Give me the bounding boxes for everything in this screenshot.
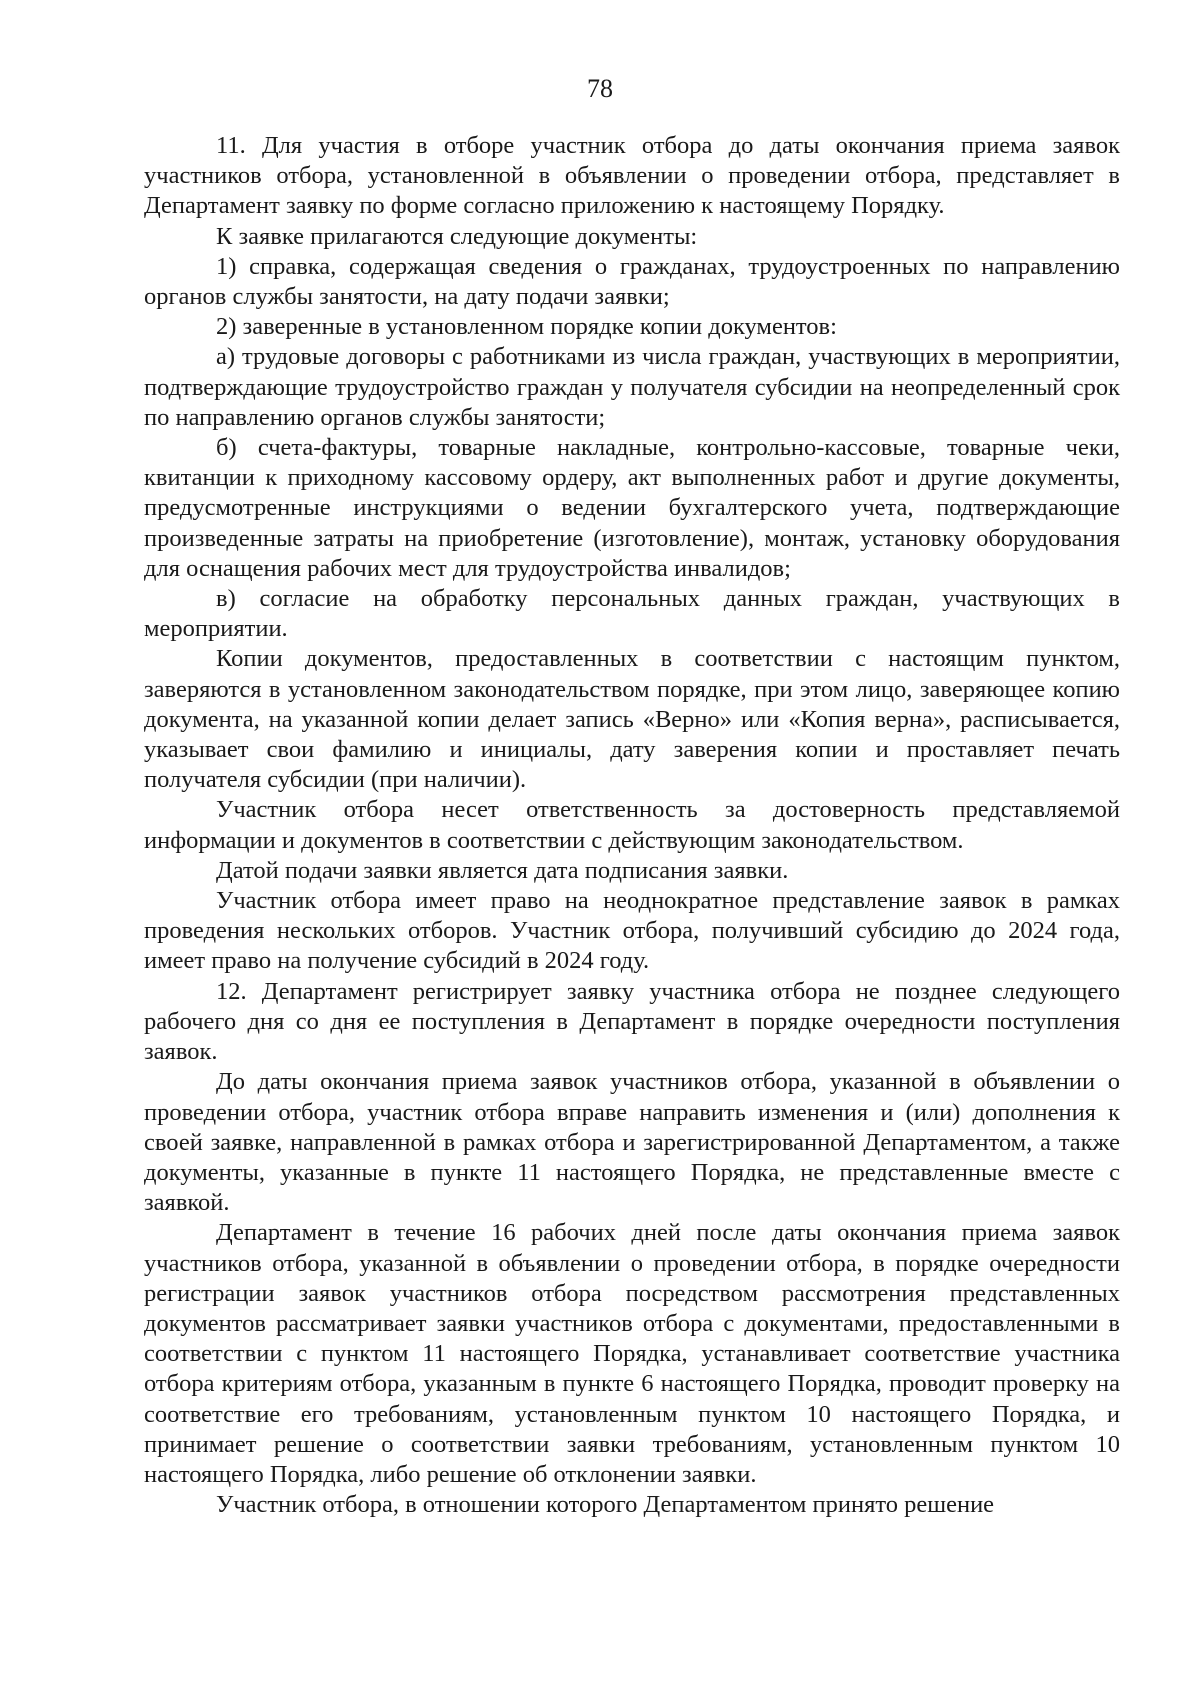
paragraph-documents-heading: К заявке прилагаются следующие документы: <box>216 222 698 250</box>
paragraph-responsibility: Участник отбора несет ответственность за достоверность представляемой информации и документов в соответствии с действующим законодательством. <box>144 796 1120 854</box>
list-item-2: 2) заверенные в установленном порядке копии документов: <box>216 313 837 341</box>
paragraph-copies: Копии документов, предоставленных в соответствии с настоящим пунктом, заверяются в установленном законодательством порядке, при этом лицо, заверяющее копию документа, на указанной копии делает запись «Верно» или «Копия верна», расписывается, указывает свои фамилию и инициалы, дату заверения копии и проставляет печать получателя субсидии (при наличии). <box>144 645 1120 794</box>
paragraph-12-registration: 12. Департамент регистрирует заявку участника отбора не позднее следующего рабочего дня со дня ее поступления в Департамент в порядке очередности поступления заявок. <box>144 977 1120 1066</box>
paragraph-submission-date: Датой подачи заявки является дата подписания заявки. <box>216 856 789 884</box>
list-item-1: 1) справка, содержащая сведения о гражданах, трудоустроенных по направлению органов службы занятости, на дату подачи заявки; <box>144 252 1120 311</box>
paragraph-changes: До даты окончания приема заявок участников отбора, указанной в объявлении о проведении отбора, участник отбора вправе направить изменения и (или) дополнения к своей заявке, направленной в рамках отбора и зарегистрированной Департаментом, а также документы, указанные в пункте 11 настоящего Порядка, не представленные вместе с заявкой. <box>144 1068 1120 1217</box>
paragraph-repeated-submission: Участник отбора имеет право на неоднократное представление заявок в рамках проведения нескольких отборов. Участник отбора, получивший субсидию до 2024 года, имеет право на получение субсидий в 2024 году. <box>144 887 1120 975</box>
paragraph-review: Департамент в течение 16 рабочих дней после даты окончания приема заявок участников отбора, указанной в объявлении о проведении отбора, в порядке очередности регистрации заявок участников отбора посредством рассмотрения представленных документов рассматривает заявки участников отбора с документами, предоставленными в соответствии с пунктом 11 настоящего Порядка, устанавливает соответствие участника отбора критериям отбора, указанным в пункте 6 настоящего Порядка, проводит проверку на соответствие его требованиям, установленным пунктом 10 настоящего Порядка, и принимает решение о соответствии заявки требованиям, установленным пунктом 10 настоящего Порядка, либо решение об отклонении заявки. <box>144 1219 1120 1488</box>
document-body <box>144 131 1120 1520</box>
paragraph-11-intro: 11. Для участия в отборе участник отбора до даты окончания приема заявок участников отбора, установленной в объявлении о проведении отбора, представляет в Департамент заявку по форме согласно приложению к настоящему Порядку. <box>144 132 1120 220</box>
list-item-2v: в) согласие на обработку персональных данных граждан, участвующих в мероприятии. <box>144 585 1120 643</box>
page-number: 78 <box>587 74 613 103</box>
list-item-2b: б) счета-фактуры, товарные накладные, контрольно-кассовые, товарные чеки, квитанции к приходному кассовому ордеру, акт выполненных работ и другие документы, предусмотренные инструкциями о ведении бухгалтерского учета, подтверждающие произведенные затраты на приобретение (изготовление), монтаж, установку оборудования для оснащения рабочих мест для трудоустройства инвалидов; <box>144 434 1120 582</box>
paragraph-decision: Участник отбора, в отношении которого Департаментом принято решение <box>216 1491 995 1519</box>
list-item-2a: а) трудовые договоры с работниками из числа граждан, участвующих в мероприятии, подтверждающие трудоустройство граждан у получателя субсидии на неопределенный срок по направлению органов службы занятости; <box>144 343 1120 431</box>
